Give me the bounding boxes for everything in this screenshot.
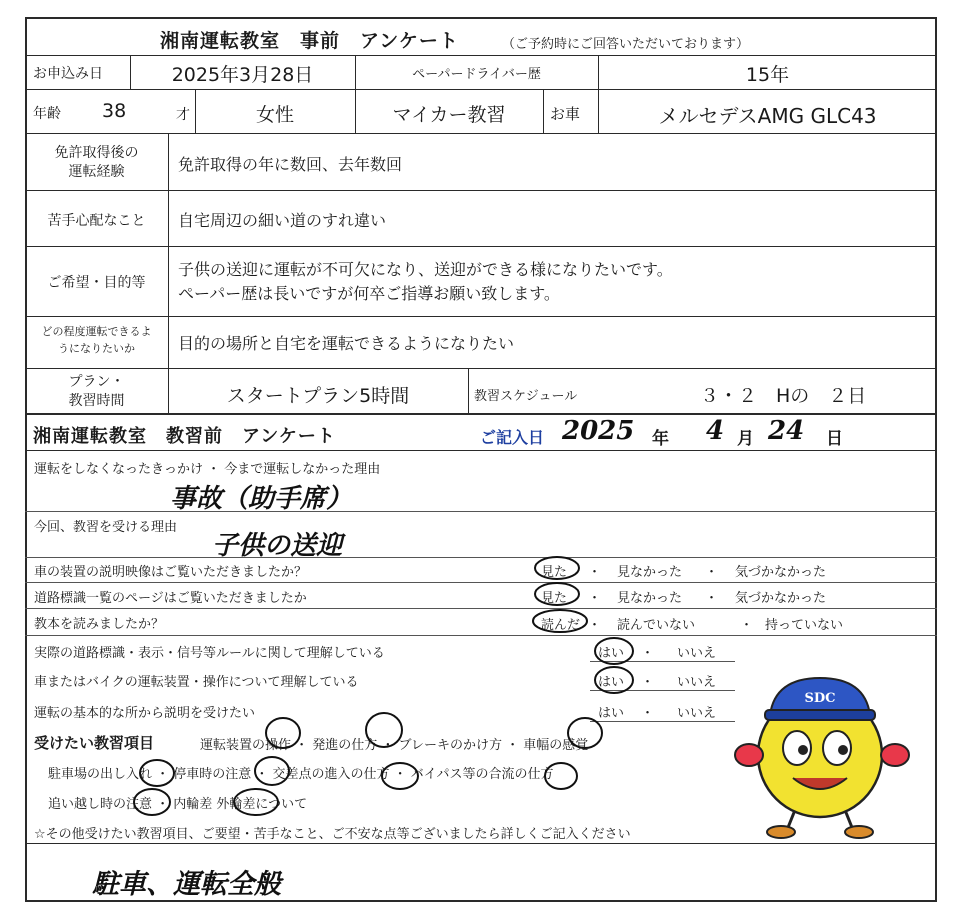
worries-label: 苦手心配なこと [47,213,146,229]
row-divider [25,843,937,844]
signs-dot: ・ [705,591,719,606]
plan-label-line1: プラン・ [68,374,125,390]
video-opt-not-seen[interactable]: 見なかった [617,565,683,580]
goal-label-line2: うになりたいか [58,342,135,355]
other-question: ☆その他受けたい教習項目、ご要望・苦手なこと、ご不安な点等ございましたら詳しくご記入ください [34,827,631,842]
devices-dot: ・ [641,675,655,690]
basics-dot: ・ [641,706,655,721]
textbook-question: 教本を読みましたか？ [34,617,165,632]
row-divider [25,511,937,512]
application-date: 2025年3月28日 [171,64,314,86]
schedule-value: ３・２ Hの ２日 [700,385,867,407]
mascot-shoe [845,826,873,838]
age-unit: 才 [176,107,190,123]
row-divider [25,190,937,191]
application-date-label: お申込み日 [33,66,103,82]
col-divider [468,368,469,415]
answer-underline [590,721,735,722]
signs-page-question: 道路標識一覧のページはご覧いただきましたか [34,591,307,606]
label-col-divider [168,133,169,415]
other-answer: 駐車、運転全般 [92,869,281,900]
reason-answer: 事故（助手席） [170,484,353,514]
row-divider [25,316,937,317]
sdc-mascot [725,670,915,840]
wishes-line2: ペーパー歴は長いですが何卒ご指導お願い致します。 [178,284,560,303]
textbook-opt-not-read[interactable]: 読んでいない [617,618,696,633]
video-question: 車の装置の説明映像はご覧いただきましたか？ [34,565,308,580]
plan-label-line2: 教習時間 [68,393,125,409]
car-model: メルセデスAMG GLC43 [658,104,877,128]
plan-label [25,373,168,411]
devices-yes[interactable]: はい [598,675,625,690]
mascot-pupil [838,745,848,755]
row-divider [25,133,937,134]
row-divider [25,608,937,609]
rules-question: 実際の道路標識・表示・信号等ルールに関して理解している [34,646,385,661]
devices-question: 車またはバイクの運転装置・操作について理解している [34,675,359,690]
row-divider [25,89,937,90]
textbook-opt-read[interactable]: 読んだ [541,618,581,633]
experience-label [25,144,168,182]
lesson-type: マイカー教習 [392,104,506,126]
paper-driver-label: ペーパードライバー歴 [412,67,541,82]
wishes-label: ご希望・目的等 [47,275,146,291]
video-dot: ・ [588,565,602,580]
items-row2: 駐車場の出し入れ ・ 停車時の注意 ・ 交差点の進入の仕方 ・ バイパス等の合流の仕方 [48,767,554,782]
paper-driver-years: 15年 [745,64,790,86]
textbook-dot: ・ [588,618,602,633]
row-divider [25,55,937,56]
textbook-opt-none[interactable]: 持っていない [765,618,844,633]
row-divider [25,635,937,636]
mascot-glove-right [881,744,909,766]
rules-yes[interactable]: はい [598,646,625,661]
col-divider [543,89,544,133]
pre-survey-title: 湘南運転教室 事前 アンケート [160,30,459,52]
basics-yes[interactable]: はい [598,706,625,721]
items-title: 受けたい教習項目 [34,734,155,752]
rules-dot: ・ [641,646,655,661]
row-divider [25,368,937,369]
row-divider [25,450,937,451]
basics-no[interactable]: いいえ [677,706,717,721]
items-row1: 運転装置の操作 ・ 発進の仕方 ・ ブレーキのかけ方 ・ 車幅の感覚 [200,738,589,753]
row-divider [25,582,937,583]
signs-opt-unaware[interactable]: 気づかなかった [735,591,827,606]
row-divider [25,557,937,558]
mascot-cap-text: SDC [804,691,836,706]
textbook-dot: ・ [740,618,754,633]
video-dot: ・ [705,565,719,580]
reason-question: 運転をしなくなったきっかけ ・ 今まで運転しなかった理由 [34,462,381,477]
survey-date-month: 4 [706,416,725,446]
survey-date-day: 24 [768,416,805,446]
worries-value: 自宅周辺の細い道のすれ違い [178,211,387,230]
signs-opt-seen[interactable]: 見た [541,591,568,606]
purpose-answer: 子供の送迎 [212,531,343,561]
items-row3: 追い越し時の注意 ・ 内輪差 外輪差について [48,797,308,812]
age-label: 年齢 [33,106,61,122]
gender: 女性 [255,104,294,126]
signs-opt-not-seen[interactable]: 見なかった [617,591,683,606]
answer-underline [590,690,735,691]
age-value: 38 [102,100,127,122]
video-opt-seen[interactable]: 見た [541,565,568,580]
lesson-survey-title: 湘南運転教室 教習前 アンケート [33,426,336,447]
video-opt-unaware[interactable]: 気づかなかった [735,565,827,580]
row-divider [25,246,937,247]
wishes-value [178,258,673,306]
experience-label-line1: 免許取得後の [54,145,139,161]
purpose-question: 今回、教習を受ける理由 [34,520,178,535]
car-label: お車 [550,105,581,123]
mascot-glove-left [735,744,763,766]
plan-value: スタートプラン5時間 [226,385,410,407]
survey-date-year: 2025 [562,416,635,446]
mascot-shoe [767,826,795,838]
goal-label-line1: どの程度運転できるよ [41,325,152,338]
mascot-pupil [798,745,808,755]
survey-date-month-unit: 月 [737,429,754,449]
mascot-cap-brim [765,710,875,720]
survey-date-year-unit: 年 [652,429,669,449]
goal-value: 目的の場所と自宅を運転できるようになりたい [178,334,515,353]
pre-survey-subtitle: （ご予約時にご回答いただいております） [502,37,750,52]
experience-label-line2: 運転経験 [68,164,125,180]
signs-dot: ・ [588,591,602,606]
wishes-line1: 子供の送迎に運転が不可欠になり、送迎ができる様になりたいです。 [178,260,673,279]
survey-date-day-unit: 日 [826,429,843,449]
answer-underline [590,661,735,662]
goal-label [25,323,168,357]
survey-date-label: ご記入日 [480,428,545,447]
schedule-label: 教習スケジュール [474,389,578,404]
rules-no[interactable]: いいえ [677,646,717,661]
basics-question: 運転の基本的な所から説明を受けたい [34,706,256,721]
devices-no[interactable]: いいえ [677,675,717,690]
experience-value: 免許取得の年に数回、去年数回 [178,155,403,174]
